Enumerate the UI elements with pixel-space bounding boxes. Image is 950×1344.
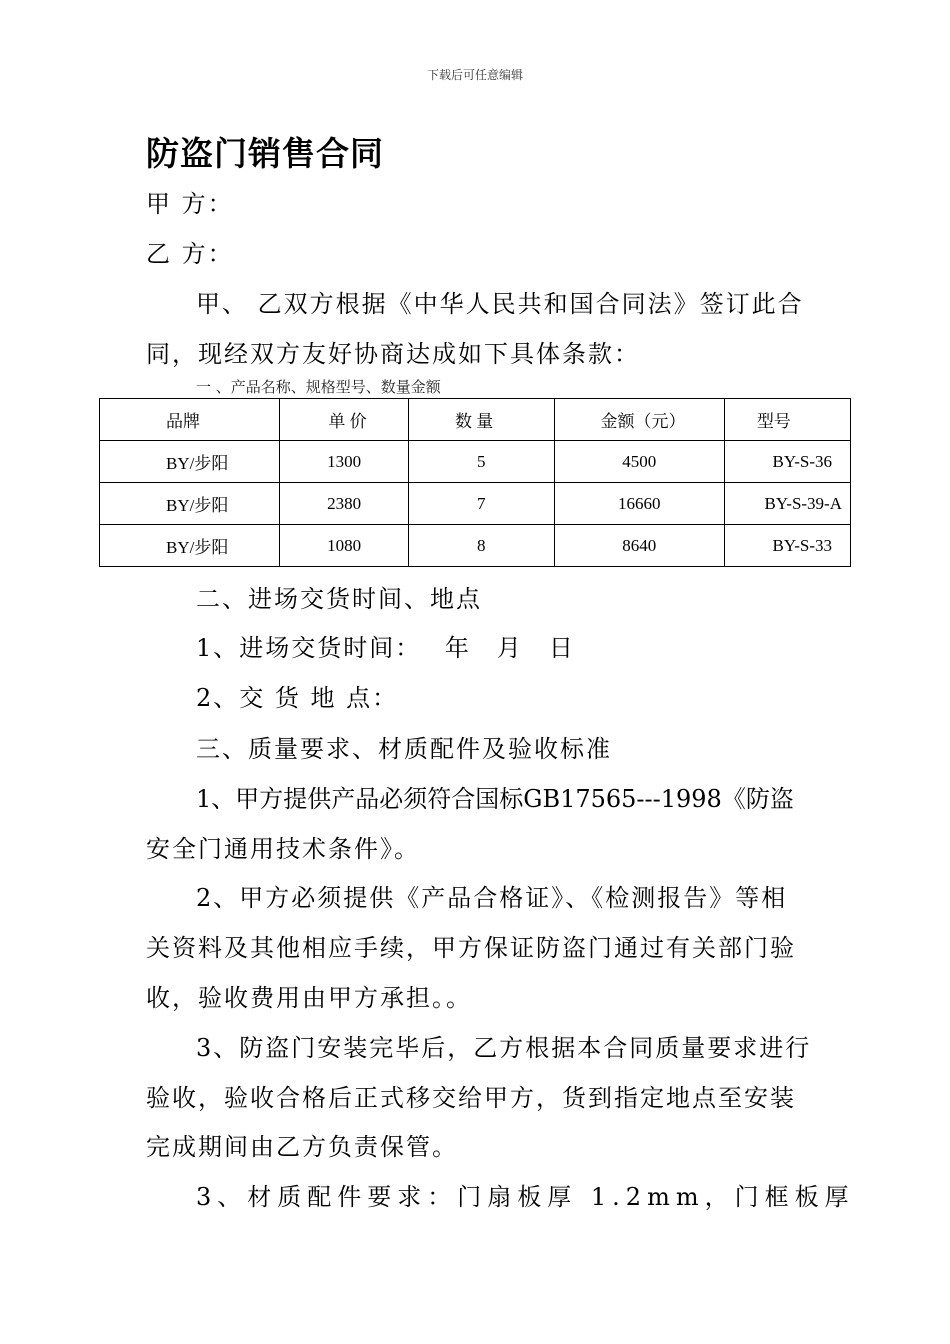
section-3-title: 三、质量要求、材质配件及验收标准 (196, 735, 612, 763)
cell-amount: 16660 (554, 483, 724, 525)
header-unit-price: 单 价 (280, 399, 409, 441)
intro-paragraph-line-2: 同，现经双方友好协商达成如下具体条款： (146, 340, 640, 368)
cell-quantity: 8 (408, 525, 554, 567)
section-2-item-1: 1、进场交货时间： 年 月 日 (196, 634, 575, 662)
header-brand: 品牌 (100, 399, 280, 441)
header-quantity: 数 量 (408, 399, 554, 441)
cell-amount: 8640 (554, 525, 724, 567)
cell-model: BY-S-36 (724, 441, 850, 483)
intro-paragraph-line-1: 甲、 乙双方根据《中华人民共和国合同法》签订此合 (196, 290, 804, 318)
cell-brand: BY/步阳 (100, 441, 280, 483)
table-header-row (100, 399, 851, 441)
section-3-item-1-line-1: 1、甲方提供产品必须符合国标GB17565---1998《防盗 (196, 785, 794, 813)
table-row (100, 483, 851, 525)
cell-quantity: 7 (408, 483, 554, 525)
party-a-label: 甲 方： (146, 190, 234, 218)
section-2-title: 二、进场交货时间、地点 (196, 585, 482, 613)
table-row (100, 441, 851, 483)
section-3-item-4-line-1: 3、材质配件要求：门扇板厚 1.2mm，门框板厚 (196, 1183, 855, 1211)
cell-model: BY-S-39-A (724, 483, 850, 525)
section-3-item-1-line-2: 安全门通用技术条件》。 (146, 835, 420, 863)
page-header: 下载后可任意编辑 (426, 68, 523, 82)
cell-unit-price: 2380 (280, 483, 409, 525)
header-model: 型号 (724, 399, 850, 441)
cell-amount: 4500 (554, 441, 724, 483)
cell-model: BY-S-33 (724, 525, 850, 567)
section-3-item-3-line-2: 验收，验收合格后正式移交给甲方，货到指定地点至安装 (146, 1084, 796, 1112)
party-b-label: 乙 方： (146, 240, 234, 268)
product-table (99, 398, 851, 567)
document-title: 防盗门销售合同 (146, 134, 384, 173)
table-row (100, 525, 851, 567)
section-3-item-2-line-3: 收，验收费用由甲方承担。。 (146, 984, 472, 1012)
cell-quantity: 5 (408, 441, 554, 483)
cell-unit-price: 1080 (280, 525, 409, 567)
section-3-item-3-line-1: 3、防盗门安装完毕后，乙方根据本合同质量要求进行 (196, 1034, 812, 1062)
section-3-item-2-line-1: 2、甲方必须提供《产品合格证》、《检测报告》等相 (196, 884, 788, 912)
section-2-item-2: 2、交 货 地 点： (196, 684, 399, 712)
cell-brand: BY/步阳 (100, 525, 280, 567)
table-caption: 一 、产品名称、规格型号、数量金额 (196, 378, 441, 396)
section-3-item-3-line-3: 完成期间由乙方负责保管。 (146, 1133, 458, 1161)
cell-brand: BY/步阳 (100, 483, 280, 525)
header-amount: 金额（元） (554, 399, 724, 441)
cell-unit-price: 1300 (280, 441, 409, 483)
section-3-item-2-line-2: 关资料及其他相应手续，甲方保证防盗门通过有关部门验 (146, 934, 796, 962)
